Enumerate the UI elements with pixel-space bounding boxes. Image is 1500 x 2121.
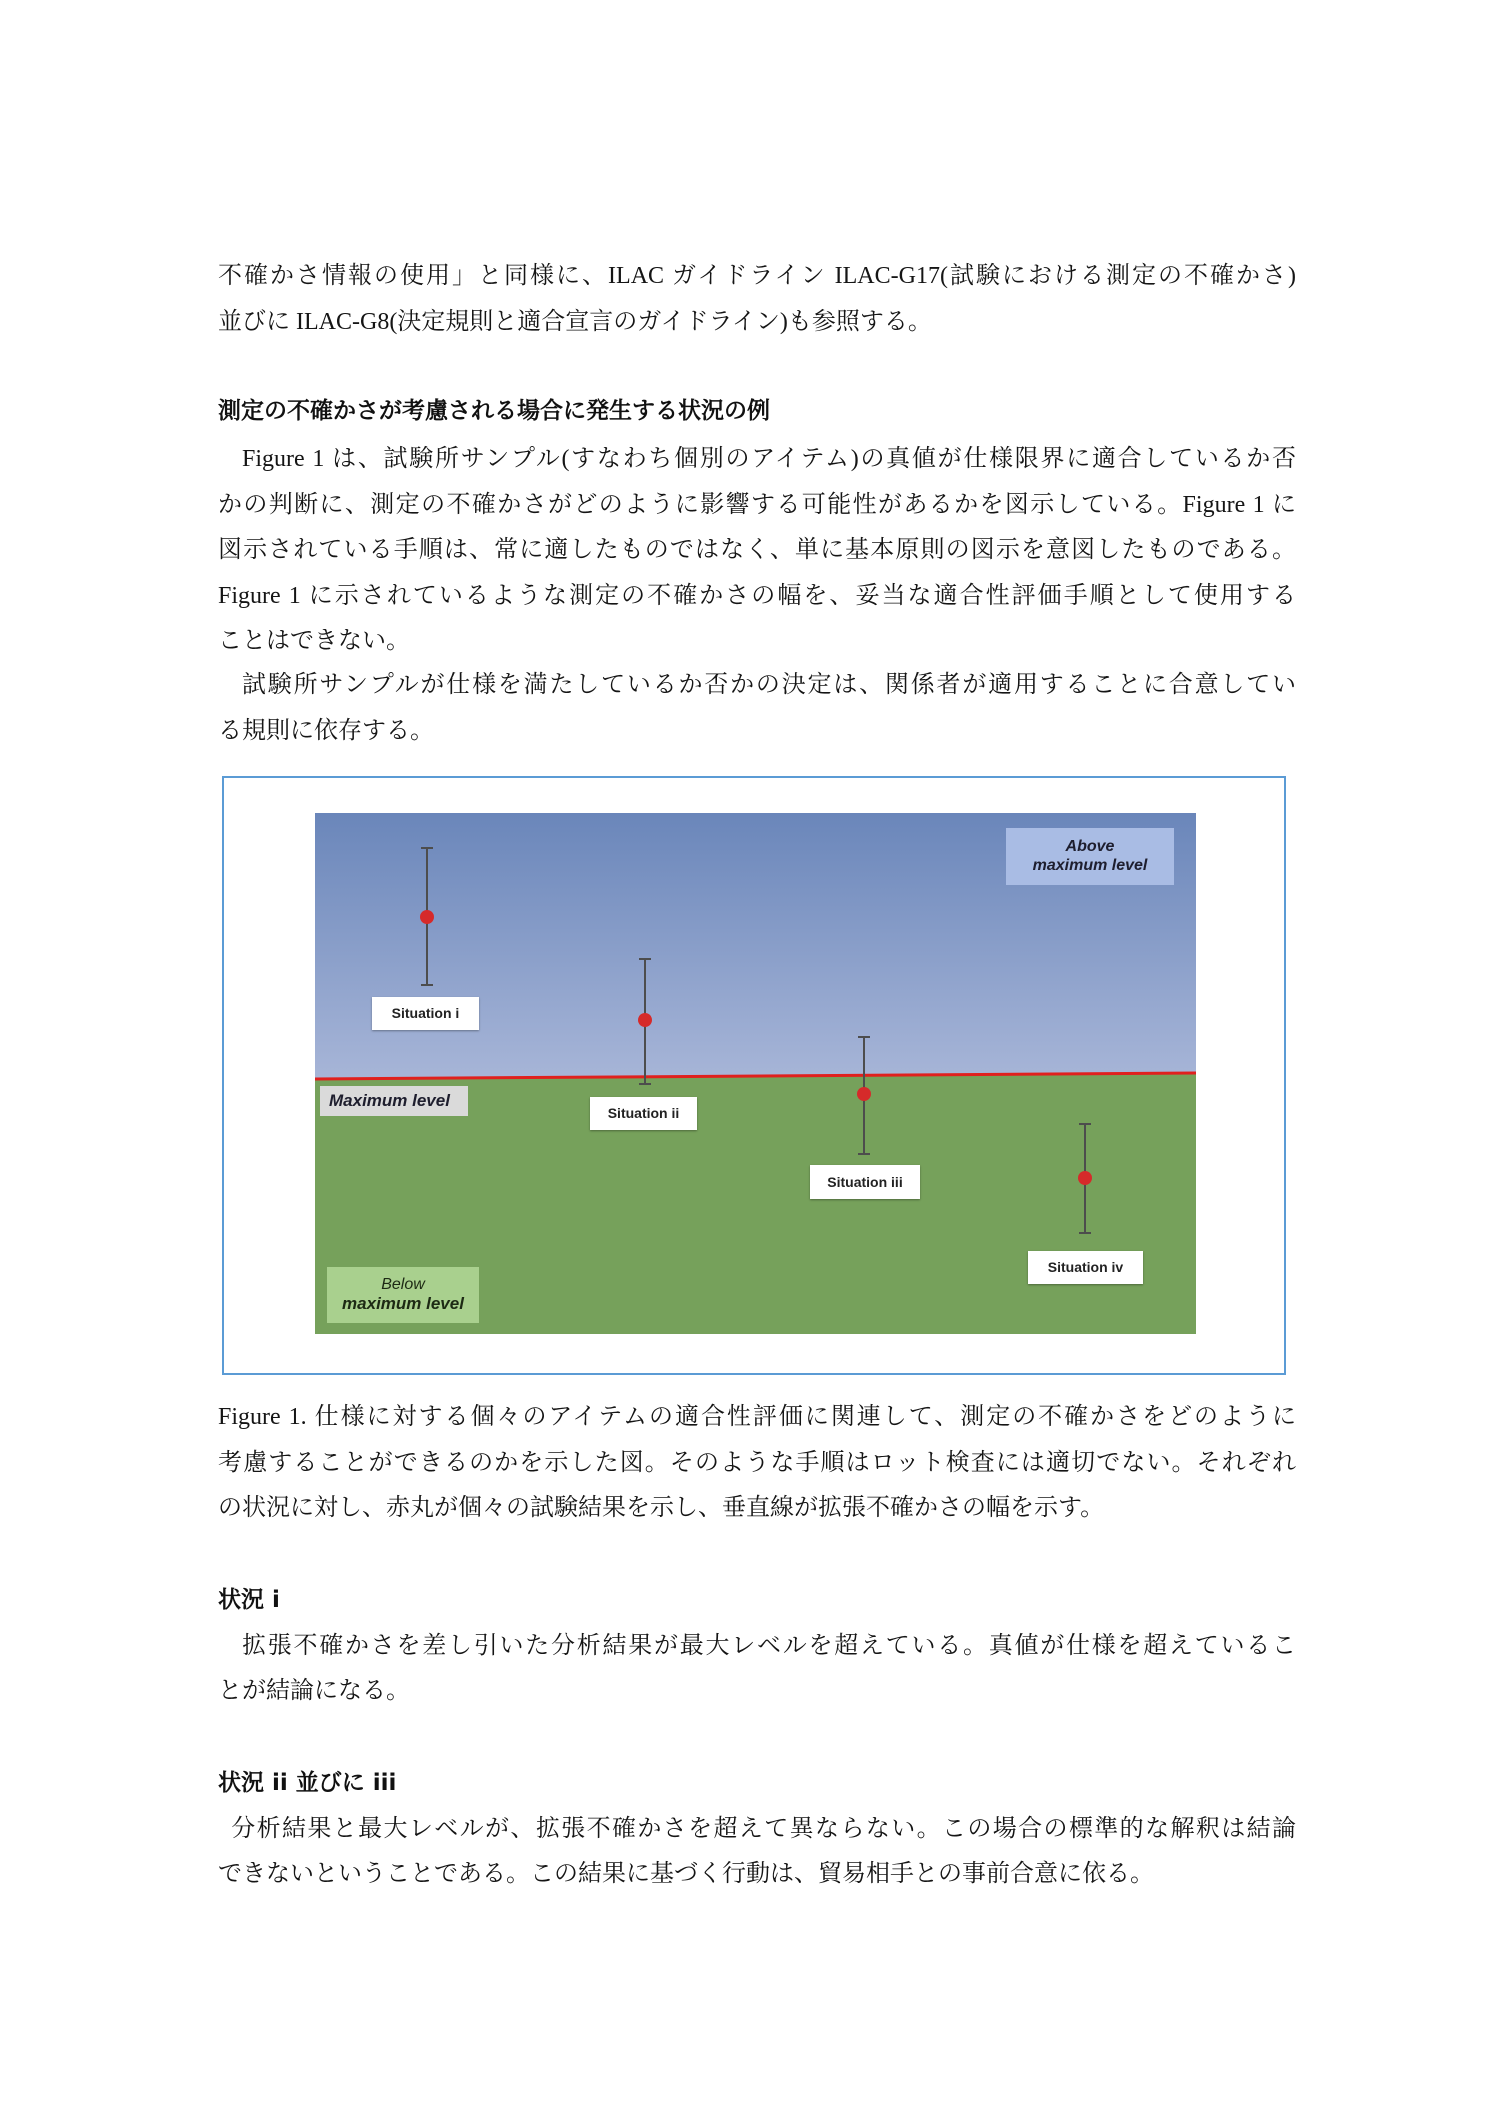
situation-i-test-result-dot <box>420 910 434 924</box>
situation-i-line-2: とが結論になる。 <box>218 1678 410 1704</box>
paragraph-1-line-3: 図示されている手順は、常に適したものではなく、単に基本原則の図示を意図したものである。 <box>218 537 1296 563</box>
caption-line-2: 考慮することができるのかを示した図。そのような手順はロット検査には適切でない。それぞれ <box>218 1449 1296 1476</box>
situation-iii-label <box>810 1165 920 1199</box>
situation-i-line-1: 拡張不確かさを差し引いた分析結果が最大レベルを超えている。真値が仕様を超えているこ <box>242 1632 1296 1659</box>
situation-i-label <box>372 997 479 1030</box>
situation-iv-label <box>1028 1251 1143 1284</box>
above-label-line-1: Above <box>1065 838 1115 856</box>
figure-caption <box>218 1395 1296 1532</box>
figure-plot-area <box>315 813 1196 1334</box>
intro-paragraph <box>218 254 1296 345</box>
section-heading-block <box>218 389 1296 435</box>
caption-line-3: の状況に対し、赤丸が個々の試験結果を示し、垂直線が拡張不確かさの幅を示す。 <box>218 1495 1105 1521</box>
below-label-line-2: maximum level <box>342 1294 464 1314</box>
caption-line-1: Figure 1. 仕様に対する個々のアイテムの適合性評価に関連して、測定の不確かさをどのように <box>218 1404 1296 1430</box>
situation-iv-label-text: Situation iv <box>1047 1259 1124 1276</box>
situation-ii-iii-line-2: できないということである。この結果に基づく行動は、貿易相手との事前合意に依る。 <box>218 1861 1154 1887</box>
paragraph-2-line-2: る規則に依存する。 <box>218 717 434 744</box>
situation-i-section <box>218 1578 1296 1715</box>
maximum-level-label-text: Maximum level <box>329 1091 450 1111</box>
situation-ii-test-result-dot <box>638 1013 652 1027</box>
situation-ii-iii-line-1: 分析結果と最大レベルが、拡張不確かさを超えて異ならない。この場合の標準的な解釈は結論 <box>231 1815 1296 1842</box>
above-label-line-2: maximum level <box>1032 856 1148 874</box>
figure-1 <box>222 776 1286 1375</box>
situation-iii-label-text: Situation iii <box>827 1173 903 1190</box>
section-heading: 測定の不確かさが考慮される場合に発生する状況の例 <box>218 398 770 424</box>
situation-i-heading: 状況 i <box>218 1587 280 1613</box>
paragraph-decision-rule <box>218 663 1296 754</box>
above-maximum-level-label <box>1006 828 1174 885</box>
paragraph-figure-explanation <box>218 437 1296 665</box>
situation-ii-iii-section <box>218 1761 1296 1898</box>
paragraph-1-line-2: かの判断に、測定の不確かさがどのように影響する可能性があるかを図示している。Figure 1 に <box>218 491 1296 518</box>
paragraph-1-line-1: Figure 1 は、試験所サンプル(すなわち個別のアイテム)の真値が仕様限界に適合しているか否 <box>242 446 1296 472</box>
situation-iii-test-result-dot <box>857 1087 871 1101</box>
situation-i-label-text: Situation i <box>391 1005 460 1022</box>
intro-line-1: 不確かさ情報の使用」と同様に、ILAC ガイドライン ILAC-G17(試験における測定の不確かさ) <box>218 263 1296 289</box>
situation-ii-label <box>590 1097 697 1130</box>
below-label-line-1: Below <box>381 1276 425 1294</box>
maximum-level-label <box>320 1086 468 1116</box>
paragraph-1-line-4: Figure 1 に示されているような測定の不確かさの幅を、妥当な適合性評価手順として使用する <box>218 582 1296 609</box>
paragraph-2-line-1: 試験所サンプルが仕様を満たしているか否かの決定は、関係者が適用することに合意してい <box>242 672 1296 698</box>
below-maximum-level-label <box>327 1267 479 1323</box>
situation-ii-iii-heading: 状況 ii 並びに iii <box>218 1770 397 1796</box>
paragraph-1-line-5: ことはできない。 <box>218 628 410 654</box>
situation-ii-label-text: Situation ii <box>607 1105 680 1122</box>
intro-line-2: 並びに ILAC-G8(決定規則と適合宣言のガイドライン)も参照する。 <box>218 308 932 335</box>
situation-iv-test-result-dot <box>1078 1171 1092 1185</box>
